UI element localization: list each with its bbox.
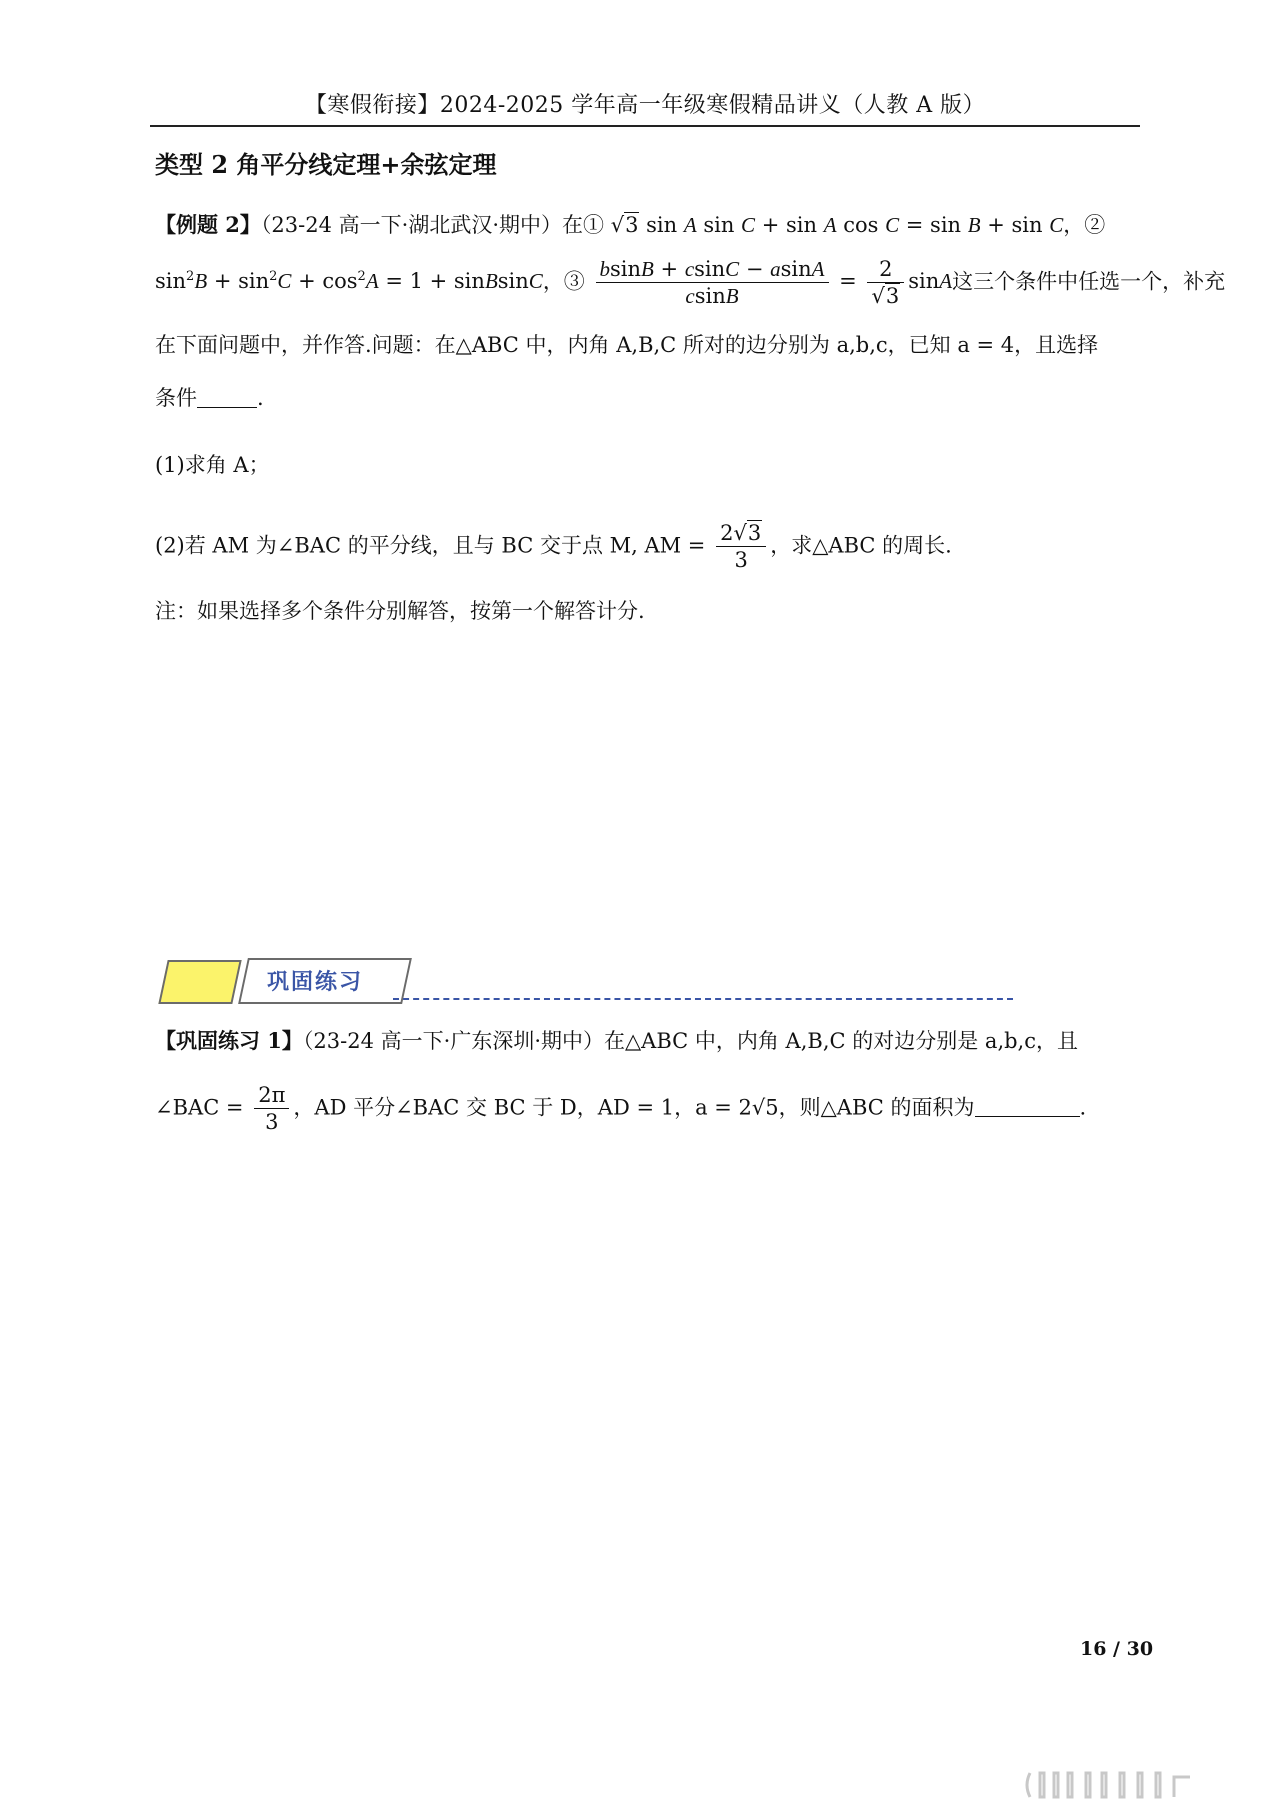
example-part-1: (1)求角 A； [155, 453, 270, 477]
condition-3-tail: 这三个条件中任选一个，补充 [952, 269, 1226, 294]
page-number: 16 / 30 [1080, 1638, 1154, 1660]
angle-fraction: $\frac{2\pi}{3}$ [254, 1082, 289, 1136]
condition-1-tail: ，② [1063, 213, 1106, 237]
example-note: 注：如果选择多个条件分别解答，按第一个解答计分. [155, 599, 645, 623]
example-source: （23-24 高一下·湖北武汉·期中）在 [260, 213, 584, 237]
banner-label: 巩固练习 [267, 970, 364, 995]
practice-line-2 [155, 1082, 1086, 1136]
banner-dashed-rule [393, 998, 1013, 1000]
barcode-watermark-icon [1020, 1765, 1260, 1805]
practice-answer-blank [975, 1096, 1080, 1117]
angle-label: ∠BAC = [155, 1095, 244, 1120]
part-2-tail: ，求△ABC 的周长. [770, 533, 952, 558]
header-rule [150, 125, 1140, 127]
condition-1-formula: √3 sin A sin C + sin A cos C = sin B + sin C [610, 213, 1064, 237]
answer-blank [197, 387, 257, 408]
condition-3-label: ，③ [542, 269, 585, 294]
example-line-2 [155, 256, 1225, 310]
practice-banner [155, 958, 1025, 1006]
condition-3-formula: $\frac{bsinB + csinC - asinA}{csinB}$ = $\frac{2}{√3}$ sinA [592, 269, 953, 293]
example-line-4 [155, 383, 264, 413]
condition-1-label: ① [583, 213, 605, 237]
condition-label: 条件 [155, 386, 197, 410]
practice-text-2: ，AD 平分∠BAC 交 BC 于 D，AD = 1，a = 2√5，则△ABC 的面积为 [293, 1095, 975, 1120]
practice-text: （23-24 高一下·广东深圳·期中）在△ABC 中，内角 A,B,C 的对边分别是 a,b,c，且 [302, 1029, 1078, 1053]
example-part-2 [155, 520, 952, 574]
example-line-3: 在下面问题中，并作答.问题：在△ABC 中，内角 A,B,C 所对的边分别为 a,b,c，已知 a = 4，且选择 [155, 333, 1099, 357]
practice-line-end: . [1079, 1095, 1087, 1120]
practice-tag: 【巩固练习 1】 [155, 1028, 303, 1053]
page-header: 【寒假衔接】2024-2025 学年高一年级寒假精品讲义（人教 A 版） [304, 93, 986, 118]
condition-2-formula: $\sin^2B + \sin^2C + \cos^2A = 1$ + sinBsinC [155, 269, 543, 294]
banner-yellow-tab [158, 960, 241, 1004]
line-end: . [257, 386, 264, 410]
practice-line-1 [155, 1026, 1078, 1056]
example-tag: 【例题 2】 [155, 212, 261, 237]
section-heading: 类型 2 角平分线定理+余弦定理 [155, 150, 497, 179]
example-line-1 [155, 210, 1105, 240]
part-2-text: (2)若 AM 为∠BAC 的平分线，且与 BC 交于点 M, AM = [155, 533, 706, 558]
am-length-fraction: $\frac{2√3}{3}$ [716, 520, 766, 574]
